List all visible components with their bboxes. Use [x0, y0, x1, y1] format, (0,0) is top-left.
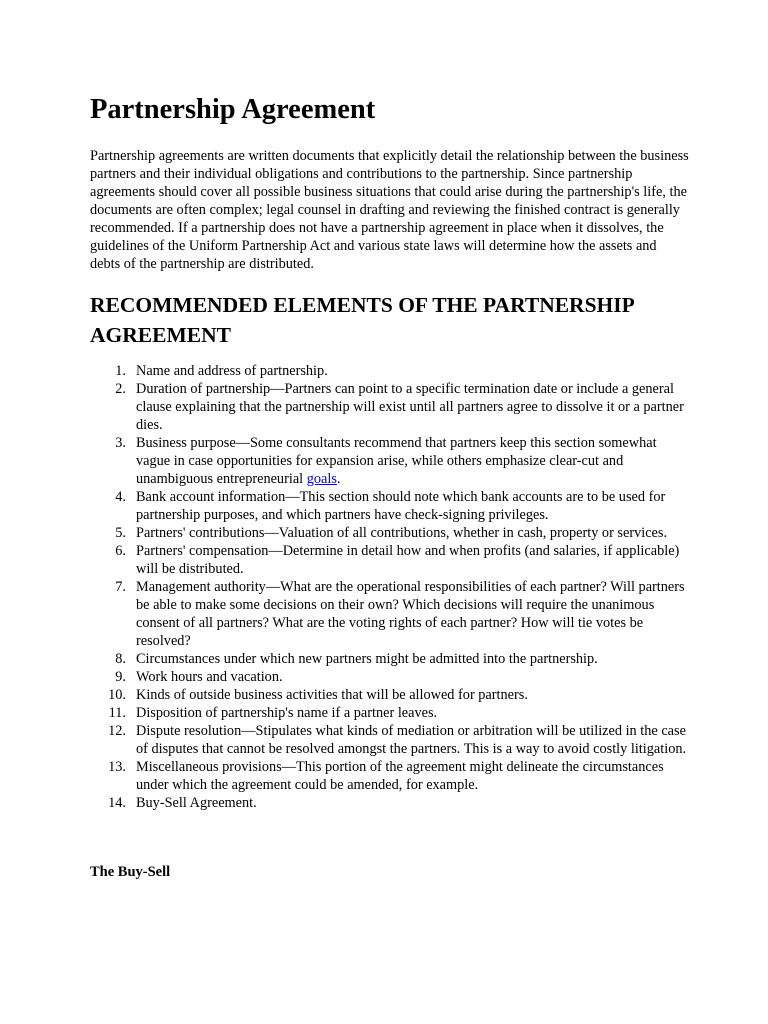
list-item-text: Buy-Sell Agreement.: [136, 795, 257, 811]
list-item-text: Work hours and vacation.: [136, 669, 283, 685]
list-item-text: Dispute resolution—Stipulates what kinds of mediation or arbitration will be utilized in the case of disputes that cannot be resolved amongst the partners. This is a way to avoid costly litigation.: [136, 723, 687, 757]
list-item: [90, 488, 690, 524]
list-item: [90, 434, 690, 488]
list-item: [90, 524, 690, 542]
list-item-number: 13.: [108, 759, 126, 775]
list-item-text: Partners' compensation—Determine in detail how and when profits (and salaries, if applicable) will be distributed.: [136, 543, 680, 577]
list-item-text: Kinds of outside business activities that will be allowed for partners.: [136, 687, 528, 703]
goals-link[interactable]: goals: [306, 471, 337, 487]
list-item-number: 1.: [115, 363, 126, 379]
list-item-number: 14.: [108, 795, 126, 811]
list-item-text: Circumstances under which new partners might be admitted into the partnership.: [136, 651, 598, 667]
list-item-number: 8.: [115, 651, 126, 667]
list-item-number: 3.: [115, 435, 126, 451]
intro-paragraph: Partnership agreements are written documents that explicitly detail the relationship between the business partners and their individual obligations and contributions to the partnership. Since partnership agreements should cover all possible business situations that could arise during the partnership's life, the documents are often complex; legal counsel in drafting and reviewing the finished contract is generally recommended. If a partnership does not have a partnership agreement in place when it dissolves, the guidelines of the Uniform Partnership Act and various state laws will determine how the assets and debts of the partnership are distributed.: [90, 148, 689, 272]
list-item-text: Bank account information—This section should note which bank accounts are to be used for partnership purposes, and which partners have check-signing privileges.: [136, 489, 666, 523]
page-title: Partnership Agreement: [90, 94, 376, 125]
list-item-text: Duration of partnership—Partners can point to a specific termination date or include a general clause explaining that the partnership will exist until all partners agree to dissolve it or a partner dies.: [136, 381, 684, 433]
list-item: [90, 362, 690, 380]
list-item-text: Business purpose—Some consultants recommend that partners keep this section somewhat vague in case opportunities for expansion arise, while others emphasize clear-cut and unambiguous entrepreneurial: [136, 435, 657, 487]
list-item-text: Disposition of partnership's name if a partner leaves.: [136, 705, 438, 721]
list-item: [90, 668, 690, 686]
elements-list: [90, 362, 690, 812]
list-item: [90, 578, 690, 650]
list-item: [90, 650, 690, 668]
list-item-number: 11.: [108, 705, 126, 721]
list-item-text: Partners' contributions—Valuation of all contributions, whether in cash, property or services.: [136, 525, 668, 541]
list-item-text: Name and address of partnership.: [136, 363, 328, 379]
list-item: [90, 542, 690, 578]
list-item-text: Management authority—What are the operational responsibilities of each partner? Will partners be able to make some decisions on their own? Which decisions will require the unanimous consent of all partners? What are the voting rights of each partner? How will tie votes be resolved?: [136, 579, 685, 649]
buy-sell-subheading: The Buy-Sell: [90, 864, 171, 880]
list-item-number: 2.: [115, 381, 126, 397]
list-item: [90, 758, 690, 794]
list-item: [90, 704, 690, 722]
list-item-number: 12.: [108, 723, 126, 739]
list-item-text-end: .: [336, 471, 341, 487]
list-item: [90, 380, 690, 434]
list-item-number: 4.: [115, 489, 126, 505]
list-item: [90, 686, 690, 704]
section-heading: RECOMMENDED ELEMENTS OF THE PARTNERSHIP AGREEMENT: [90, 293, 634, 347]
list-item: [90, 794, 690, 812]
list-item-number: 5.: [115, 525, 126, 541]
list-item: [90, 722, 690, 758]
list-item-number: 10.: [108, 687, 126, 703]
list-item-number: 6.: [115, 543, 126, 559]
list-item-number: 7.: [115, 579, 126, 595]
list-item-text: Miscellaneous provisions—This portion of the agreement might delineate the circumstances under which the agreement could be amended, for example.: [136, 759, 664, 793]
list-item-number: 9.: [115, 669, 126, 685]
